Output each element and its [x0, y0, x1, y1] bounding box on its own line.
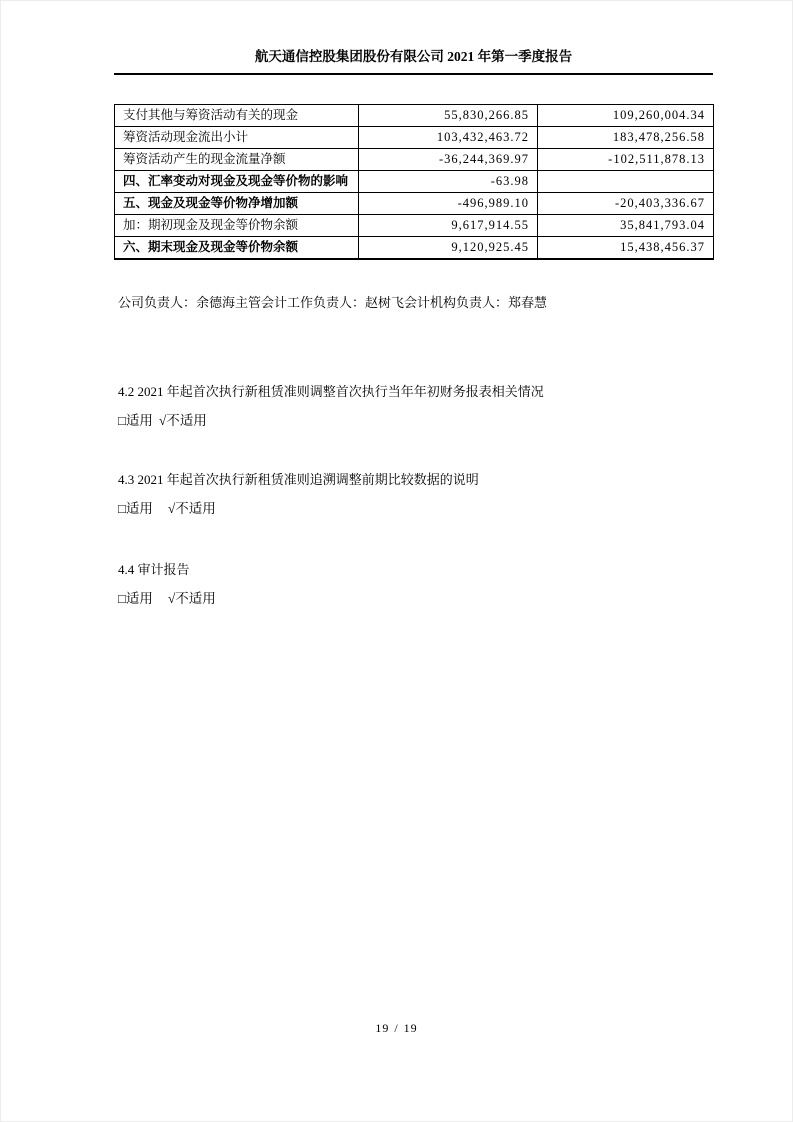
table-row	[115, 149, 714, 171]
row-label: 筹资活动现金流出小计	[115, 127, 359, 149]
current-period-value: 9,120,925.45	[359, 237, 538, 260]
row-label: 六、期末现金及现金等价物余额	[115, 237, 359, 260]
table-row	[115, 127, 714, 149]
prior-period-value	[538, 171, 714, 193]
current-period-value: -36,244,369.97	[359, 149, 538, 171]
prior-period-value: 35,841,793.04	[538, 215, 714, 237]
current-period-value: 103,432,463.72	[359, 127, 538, 149]
prior-period-value: 15,438,456.37	[538, 237, 714, 260]
section-heading: 4.2 2021 年起首次执行新租赁准则调整首次执行当年年初财务报表相关情况	[118, 384, 544, 399]
not-applicable-label: 不适用	[175, 501, 216, 516]
checkmark-icon: √	[167, 591, 176, 606]
checkbox-empty-icon: □	[118, 413, 126, 428]
page-footer	[1, 1020, 792, 1036]
table-row	[115, 193, 714, 215]
checkbox-empty-icon: □	[118, 591, 126, 606]
page-header	[114, 1, 713, 75]
row-label: 支付其他与筹资活动有关的现金	[115, 105, 359, 127]
row-label: 加：期初现金及现金等价物余额	[115, 215, 359, 237]
section-4-3	[118, 470, 713, 519]
section-heading: 4.4 审计报告	[118, 562, 190, 577]
checkmark-icon: √	[167, 501, 176, 516]
current-period-value: 9,617,914.55	[359, 215, 538, 237]
prior-period-value: 183,478,256.58	[538, 127, 714, 149]
applicable-label: 适用	[125, 501, 153, 516]
section-heading: 4.3 2021 年起首次执行新租赁准则追溯调整前期比较数据的说明	[118, 472, 479, 487]
not-applicable-label: 不适用	[166, 413, 207, 428]
cash-flow-table	[114, 104, 714, 260]
current-period-value: -496,989.10	[359, 193, 538, 215]
row-label: 四、汇率变动对现金及现金等价物的影响	[115, 171, 359, 193]
current-period-value: -63.98	[359, 171, 538, 193]
table-row	[115, 237, 714, 260]
prior-period-value: -20,403,336.67	[538, 193, 714, 215]
not-applicable-label: 不适用	[175, 591, 216, 606]
table-row	[115, 105, 714, 127]
row-label: 五、现金及现金等价物净增加额	[115, 193, 359, 215]
total-pages: 19	[403, 1021, 418, 1035]
section-4-4	[118, 560, 713, 609]
table-row	[115, 171, 714, 193]
section-4-2	[118, 382, 713, 431]
current-period-value: 55,830,266.85	[359, 105, 538, 127]
applicable-label: 适用	[125, 413, 153, 428]
responsible-persons-line: 公司负责人：余德海主管会计工作负责人：赵树飞会计机构负责人：郑春慧	[118, 295, 548, 310]
page-number: 19	[375, 1021, 390, 1035]
applicability-line	[118, 589, 713, 609]
prior-period-value: -102,511,878.13	[538, 149, 714, 171]
table-row	[115, 215, 714, 237]
row-label: 筹资活动产生的现金流量净额	[115, 149, 359, 171]
report-title: 航天通信控股集团股份有限公司 2021 年第一季度报告	[114, 47, 713, 75]
applicability-line	[118, 499, 713, 519]
applicability-line	[118, 411, 713, 431]
applicable-label: 适用	[125, 591, 153, 606]
checkbox-empty-icon: □	[118, 501, 126, 516]
page-separator: /	[394, 1021, 399, 1035]
checkmark-icon: √	[158, 413, 167, 428]
prior-period-value: 109,260,004.34	[538, 105, 714, 127]
